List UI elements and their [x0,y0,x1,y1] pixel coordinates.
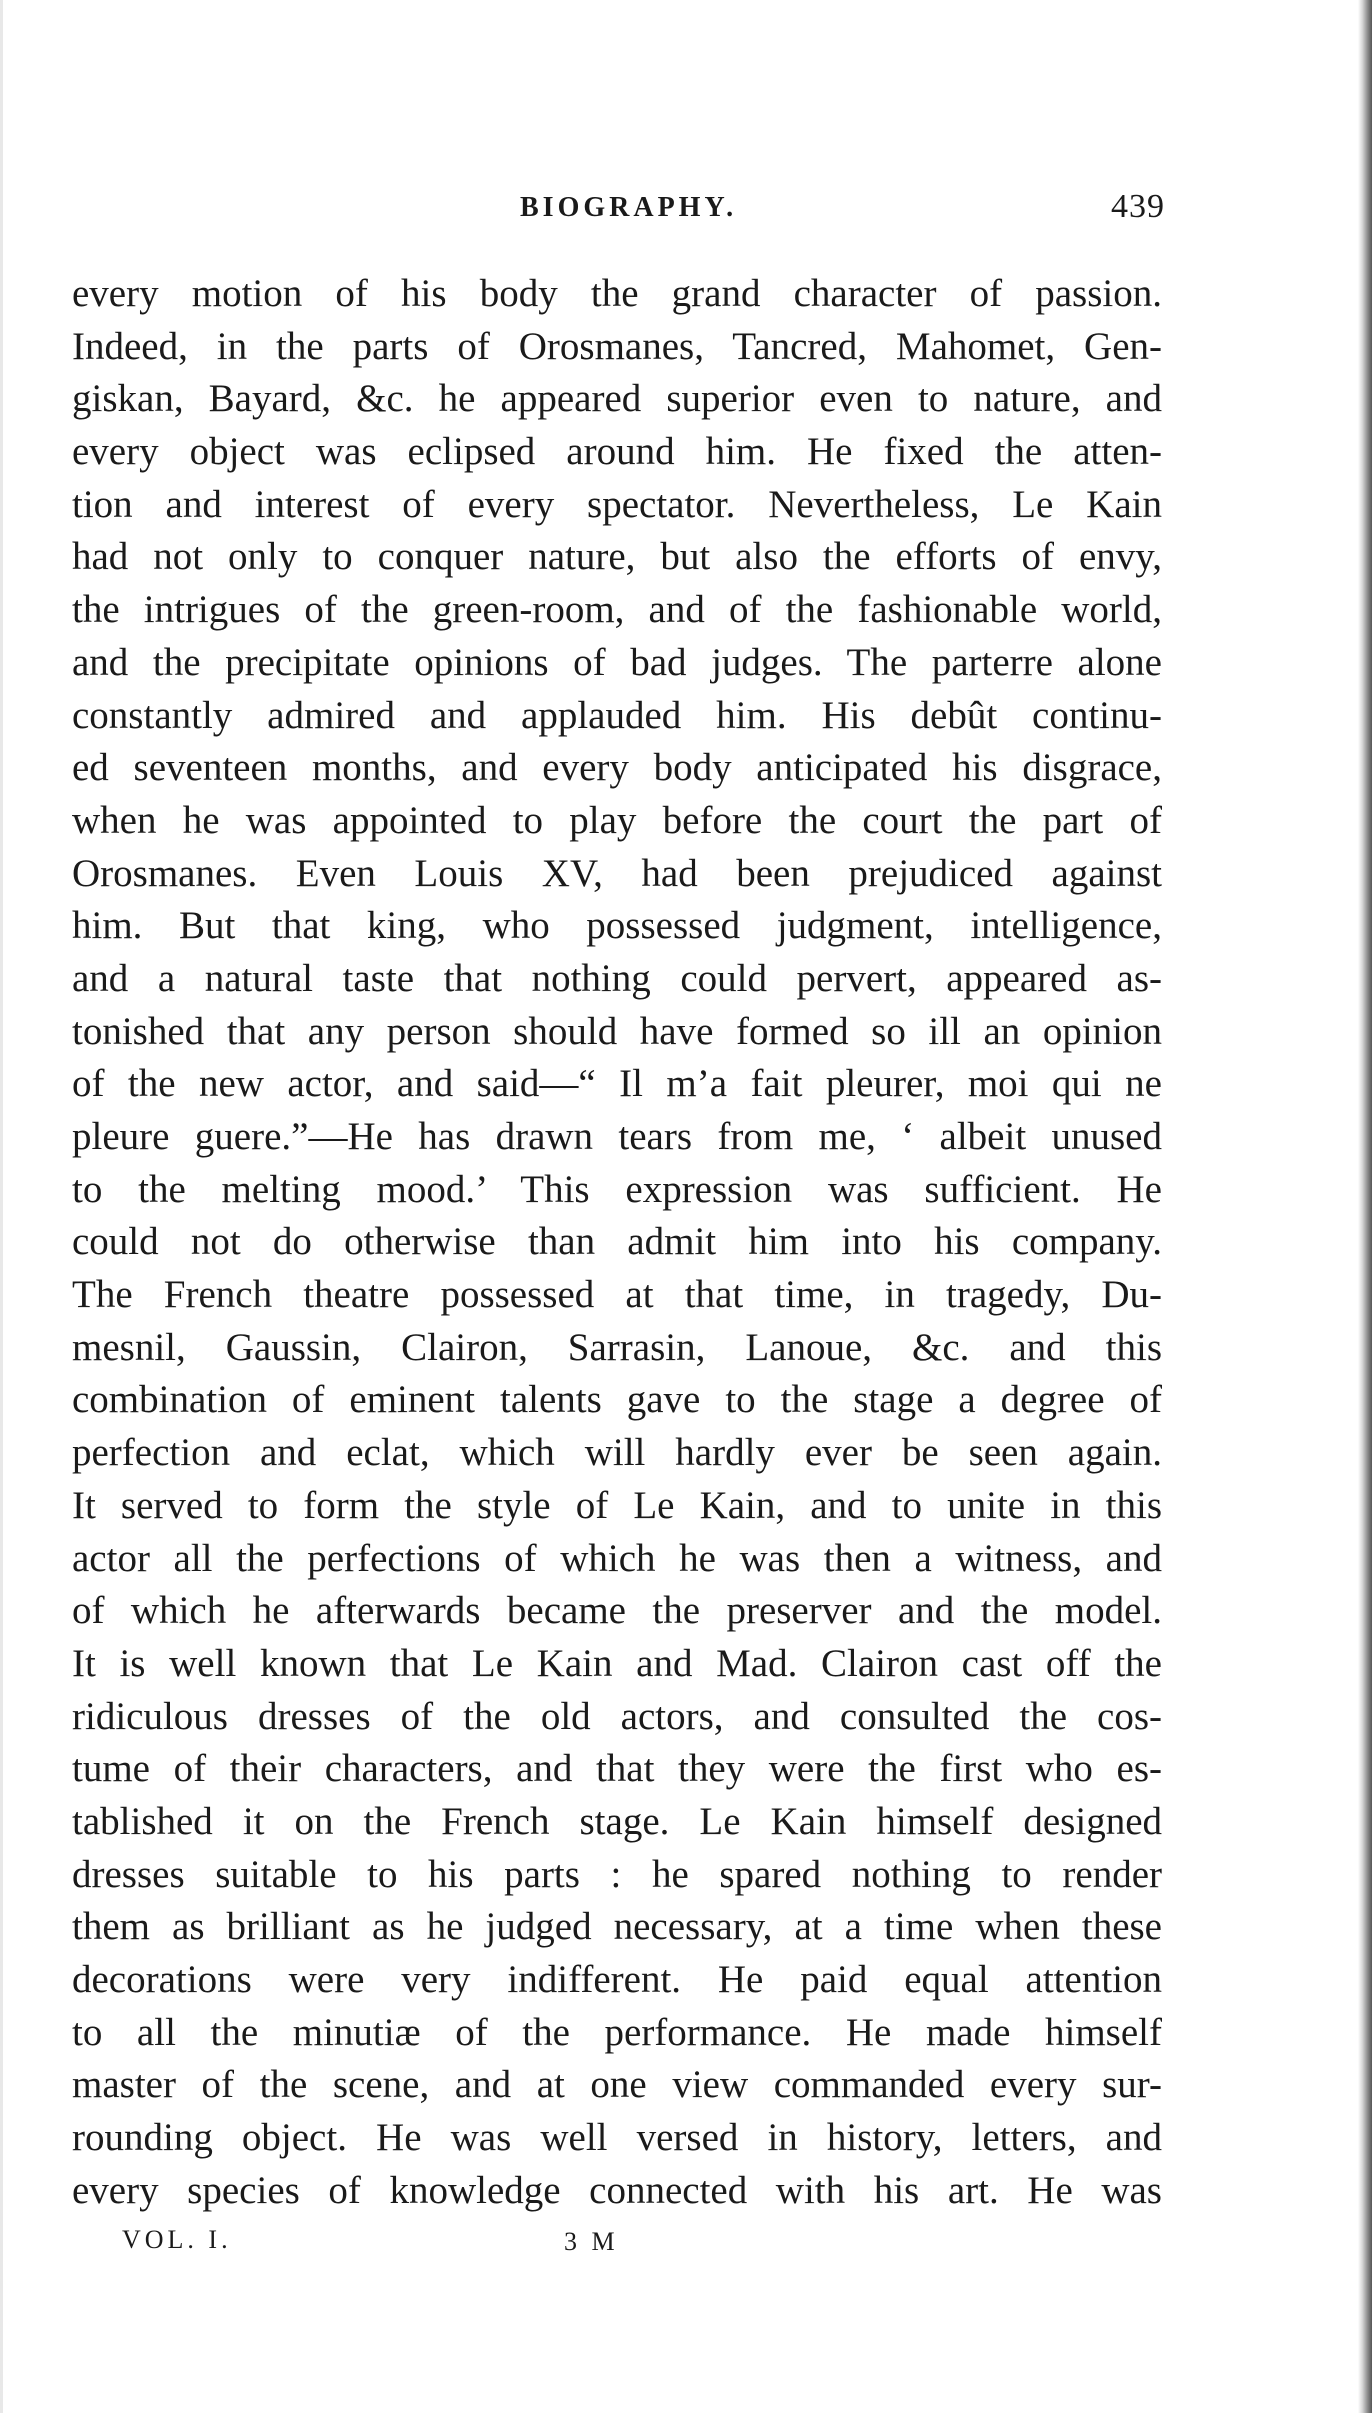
text-line: him. But that king, who possessed judgment, intelligence, [72,904,1162,948]
volume-label: VOL. I. [122,2225,232,2254]
text-line: to the melting mood.’ This expression was sufficient. He [72,1167,1162,1211]
text-line: the intrigues of the green-room, and of the fashionable world, [72,588,1162,632]
text-line: tablished it on the French stage. Le Kain himself designed [72,1799,1162,1843]
text-line: could not do otherwise than admit him into his company. [72,1220,1162,1264]
text-line: of the new actor, and said—“ Il m’a fait pleurer, moi qui ne [72,1062,1162,1106]
text-line: and the precipitate opinions of bad judges. The parterre alone [72,640,1162,684]
page-footer [72,2225,1162,2265]
text-line: dresses suitable to his parts : he spared nothing to render [72,1852,1162,1896]
page-number: 439 [1111,188,1165,225]
text-line: Orosmanes. Even Louis XV, had been prejudiced against [72,851,1162,895]
text-line: every object was eclipsed around him. He fixed the atten- [72,430,1162,474]
text-line: It is well known that Le Kain and Mad. Clairon cast off the [72,1641,1162,1685]
text-line: actor all the perfections of which he was then a witness, and [72,1536,1162,1580]
text-line: giskan, Bayard, &c. he appeared superior even to nature, and [72,377,1162,421]
text-line: them as brilliant as he judged necessary, at a time when these [72,1905,1162,1949]
text-line: decorations were very indifferent. He paid equal attention [72,1958,1162,2001]
text-line: and a natural taste that nothing could pervert, appeared as- [72,956,1162,1000]
text-line: tonished that any person should have formed so ill an opinion [72,1009,1162,1053]
text-line: The French theatre possessed at that time, in tragedy, Du- [72,1273,1162,1317]
text-line: combination of eminent talents gave to the stage a degree of [72,1378,1162,1422]
text-line: constantly admired and applauded him. His debût continu- [72,693,1162,737]
text-line: had not only to conquer nature, but also the efforts of envy, [72,535,1162,579]
text-line: Indeed, in the parts of Orosmanes, Tancred, Mahomet, Gen- [72,324,1162,368]
text-line: every species of knowledge connected with his art. He was [72,2168,1162,2212]
text-line: ed seventeen months, and every body anticipated his disgrace, [72,746,1162,790]
page-gutter-shadow [1358,0,1372,2413]
running-head [70,188,1165,238]
page-left-edge [0,0,3,2413]
text-line: It served to form the style of Le Kain, and to unite in this [72,1483,1162,1527]
body-text [72,268,1162,2217]
text-line: master of the scene, and at one view commanded every sur- [72,2063,1162,2107]
text-line: tion and interest of every spectator. Nevertheless, Le Kain [72,482,1162,526]
signature-mark: 3 M [564,2227,619,2256]
text-line: perfection and eclat, which will hardly ever be seen again. [72,1431,1162,1475]
text-line: pleure guere.”—He has drawn tears from me, ‘ albeit unused [72,1115,1162,1158]
text-line: when he was appointed to play before the court the part of [72,798,1162,842]
text-line: mesnil, Gaussin, Clairon, Sarrasin, Lanoue, &c. and this [72,1325,1162,1369]
running-title: BIOGRAPHY. [520,192,738,223]
text-line: of which he afterwards became the preserver and the model. [72,1589,1162,1633]
text-line: ridiculous dresses of the old actors, and consulted the cos- [72,1694,1162,1738]
text-line: every motion of his body the grand character of passion. [72,272,1162,315]
text-line: tume of their characters, and that they were the first who es- [72,1747,1162,1791]
text-line: to all the minutiæ of the performance. He made himself [72,2010,1162,2054]
text-line: rounding object. He was well versed in history, letters, and [72,2116,1162,2160]
